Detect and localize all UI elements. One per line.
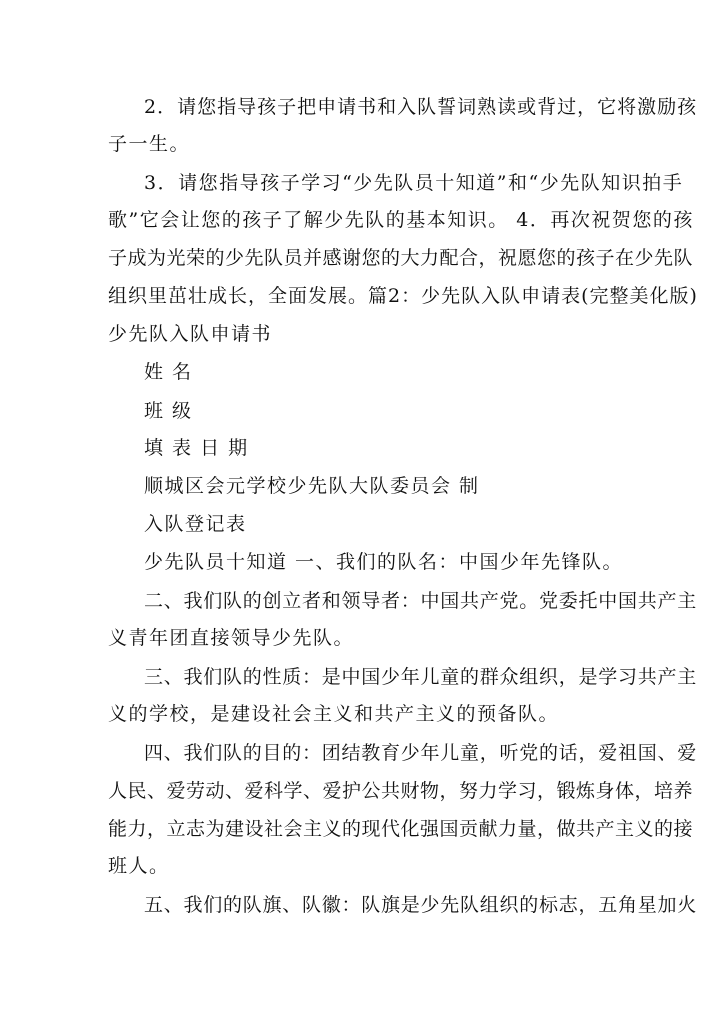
text-line: 3．请您指导孩子学习“少先队员十知道”和“少先队知识拍手: [144, 172, 684, 194]
text-line: 入队登记表: [144, 513, 247, 535]
text-line: 组织里茁壮成长，全面发展。篇2：少先队入队申请表(完整美化版): [108, 285, 698, 307]
text-line: 歌”它会让您的孩子了解少先队的基本知识。 4．再次祝贺您的孩: [108, 209, 694, 231]
text-line: 少先队员十知道 一、我们的队名：中国少年先锋队。: [144, 551, 624, 573]
text-line: 填 表 日 期: [144, 437, 249, 459]
text-line: 二、我们队的创立者和领导者：中国共产党。党委托中国共产主: [144, 590, 698, 612]
text-line: 五、我们的队旗、队徽：队旗是少先队组织的标志，五角星加火: [144, 894, 698, 916]
text-line: 班人。: [108, 855, 170, 877]
text-line: 2．请您指导孩子把申请书和入队誓词熟读或背过，它将激励孩: [144, 96, 698, 118]
text-line: 顺城区会元学校少先队大队委员会 制: [144, 475, 480, 497]
text-line: 能力，立志为建设社会主义的现代化强国贡献力量，做共产主义的接: [108, 818, 694, 840]
text-line: 三、我们队的性质：是中国少年儿童的群众组织，是学习共产主: [144, 666, 698, 688]
text-line: 子一生。: [108, 133, 191, 155]
text-line: 班 级: [144, 400, 193, 422]
text-line: 四、我们队的目的：团结教育少年儿童，听党的话，爱祖国、爱: [144, 742, 698, 764]
text-line: 少先队入队申请书: [108, 323, 273, 345]
text-line: 义的学校，是建设社会主义和共产主义的预备队。: [108, 703, 560, 725]
text-line: 姓 名: [144, 361, 193, 383]
text-line: 人民、爱劳动、爱科学、爱护公共财物，努力学习，锻炼身体，培养: [108, 780, 694, 802]
text-line: 子成为光荣的少先队员并感谢您的大力配合，祝愿您的孩子在少先队: [108, 247, 694, 269]
text-line: 义青年团直接领导少先队。: [108, 627, 355, 649]
